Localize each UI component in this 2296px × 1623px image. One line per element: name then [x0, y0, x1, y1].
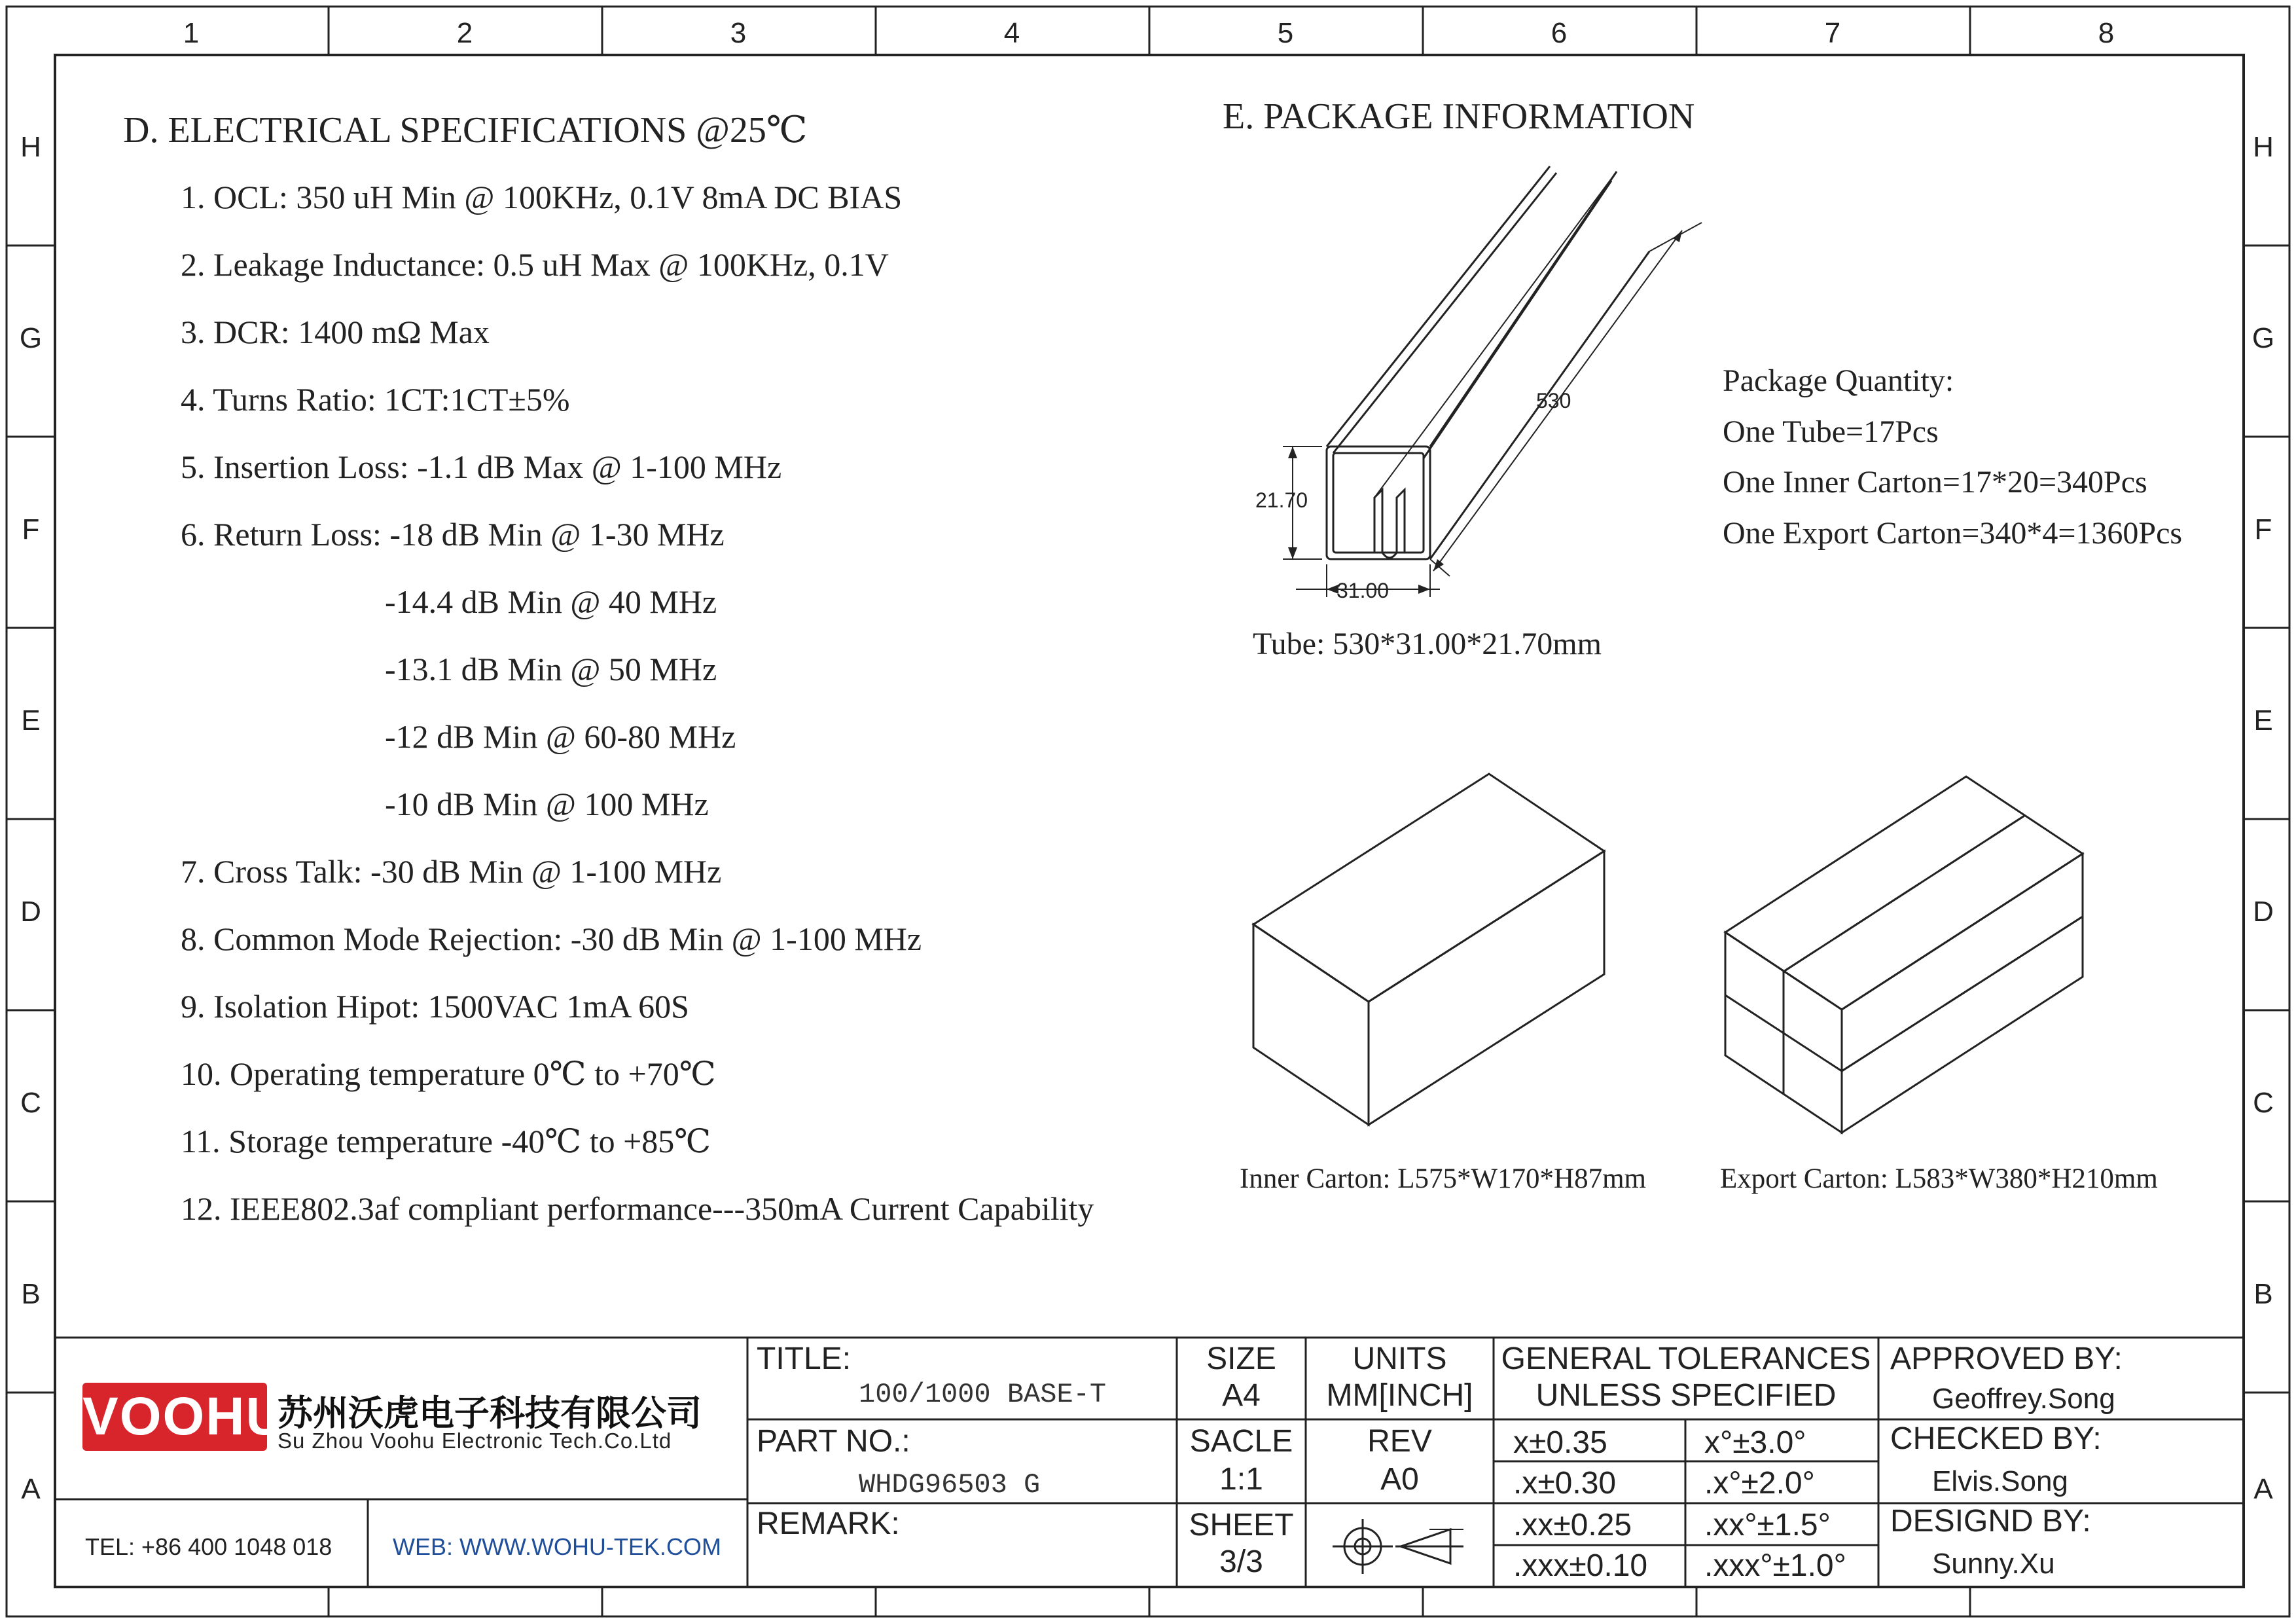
zone-row-f-left: F [22, 513, 40, 545]
spec-item-continued: -14.4 dB Min @ 40 MHz [385, 583, 717, 620]
approved-by-value: Geoffrey.Song [1932, 1383, 2115, 1415]
zone-row-a-right: A [2253, 1473, 2273, 1505]
tube-caption: Tube: 530*31.00*21.70mm [1253, 627, 1602, 661]
inner-carton-drawing [1253, 774, 1604, 1125]
spec-item: 12. IEEE802.3af compliant performance---350mA Current Capability [181, 1190, 1094, 1227]
tolerance-subheading: UNLESS SPECIFIED [1535, 1378, 1837, 1413]
export-carton-caption: Export Carton: L583*W380*H210mm [1720, 1163, 2158, 1194]
zone-row-g-right: G [2251, 322, 2275, 354]
title-value: 100/1000 BASE-T [859, 1379, 1107, 1410]
sheet-value: 3/3 [1219, 1544, 1263, 1579]
tolerance-linear: .xx±0.25 [1513, 1508, 1632, 1542]
zone-col-2: 2 [456, 17, 473, 49]
inner-carton-caption: Inner Carton: L575*W170*H87mm [1240, 1163, 1647, 1194]
size-label: SIZE [1206, 1341, 1276, 1376]
tolerance-angular: .xxx°±1.0° [1704, 1548, 1846, 1583]
zone-col-4: 4 [1003, 17, 1020, 49]
rev-label: REV [1367, 1424, 1432, 1459]
size-value: A4 [1222, 1378, 1261, 1413]
spec-item: 8. Common Mode Rejection: -30 dB Min @ 1-100 MHz [181, 921, 922, 957]
spec-item: 3. DCR: 1400 mΩ Max [181, 314, 490, 350]
company-name-cn: 苏州沃虎电子科技有限公司 [278, 1393, 702, 1434]
tolerance-angular: x°±3.0° [1704, 1425, 1806, 1460]
zone-row-f-right: F [2254, 513, 2272, 545]
title-label: TITLE: [757, 1341, 852, 1376]
spec-item: 1. OCL: 350 uH Min @ 100KHz, 0.1V 8mA DC BIAS [181, 179, 903, 215]
zone-col-5: 5 [1277, 17, 1294, 49]
zone-col-1: 1 [183, 17, 200, 49]
electrical-spec-heading: D. ELECTRICAL SPECIFICATIONS @25℃ [123, 110, 808, 151]
spec-item: 10. Operating temperature 0℃ to +70℃ [181, 1055, 716, 1092]
zone-row-c-left: C [20, 1087, 41, 1119]
units-value: MM[INCH] [1326, 1378, 1473, 1413]
spec-item: 6. Return Loss: -18 dB Min @ 1-30 MHz [181, 516, 725, 553]
scale-value: 1:1 [1219, 1462, 1263, 1497]
units-label: UNITS [1352, 1341, 1447, 1376]
spec-item: 5. Insertion Loss: -1.1 dB Max @ 1-100 MHz [181, 448, 782, 485]
checked-by-value: Elvis.Song [1932, 1465, 2068, 1497]
company-name-en: Su Zhou Voohu Electronic Tech.Co.Ltd [278, 1429, 672, 1453]
zone-row-c-right: C [2253, 1087, 2274, 1119]
company-web-link[interactable]: WEB: WWW.WOHU-TEK.COM [393, 1533, 721, 1560]
designed-by-label: DESIGND BY: [1890, 1504, 2091, 1539]
package-quantity-line: One Export Carton=340*4=1360Pcs [1723, 516, 2183, 551]
package-quantity-title: Package Quantity: [1723, 363, 1954, 398]
package-info-heading: E. PACKAGE INFORMATION [1223, 96, 1695, 137]
zone-row-h-right: H [2253, 131, 2274, 163]
rev-value: A0 [1380, 1462, 1419, 1497]
spec-item-continued: -10 dB Min @ 100 MHz [385, 786, 709, 822]
tube-drawing [1283, 166, 1702, 597]
remark-label: REMARK: [757, 1506, 900, 1541]
tolerance-heading: GENERAL TOLERANCES [1501, 1341, 1871, 1376]
zone-row-e-right: E [2253, 704, 2273, 737]
tube-length-dimension: 530 [1536, 389, 1571, 412]
zone-row-g-left: G [19, 322, 43, 354]
checked-by-label: CHECKED BY: [1890, 1421, 2102, 1456]
spec-item-continued: -13.1 dB Min @ 50 MHz [385, 651, 717, 687]
scale-label: SACLE [1189, 1424, 1293, 1459]
zone-row-d-right: D [2253, 896, 2274, 928]
package-quantity-line: One Inner Carton=17*20=340Pcs [1723, 465, 2147, 500]
spec-item-continued: -12 dB Min @ 60-80 MHz [385, 718, 736, 755]
spec-item: 4. Turns Ratio: 1CT:1CT±5% [181, 381, 570, 418]
spec-item: 11. Storage temperature -40℃ to +85℃ [181, 1123, 711, 1159]
approved-by-label: APPROVED BY: [1890, 1341, 2123, 1376]
zone-col-8: 8 [2098, 17, 2115, 49]
projection-symbol-icon [1333, 1519, 1463, 1574]
spec-item: 2. Leakage Inductance: 0.5 uH Max @ 100KHz, 0.1V [181, 246, 889, 283]
spec-item: 7. Cross Talk: -30 dB Min @ 1-100 MHz [181, 853, 722, 890]
zone-row-e-left: E [21, 704, 41, 737]
tolerance-linear: x±0.35 [1513, 1425, 1607, 1460]
export-carton-drawing [1725, 776, 2083, 1133]
tolerance-linear: .x±0.30 [1513, 1466, 1617, 1501]
zone-col-6: 6 [1551, 17, 1568, 49]
part-no-value: WHDG96503 G [859, 1469, 1041, 1501]
zone-col-3: 3 [730, 17, 747, 49]
designed-by-value: Sunny.Xu [1932, 1548, 2055, 1580]
sheet-label: SHEET [1189, 1508, 1294, 1542]
zone-row-b-left: B [21, 1278, 41, 1310]
tube-width-dimension: 31.00 [1336, 579, 1390, 602]
tube-height-dimension: 21.70 [1255, 488, 1308, 512]
tolerance-angular: .xx°±1.5° [1704, 1508, 1831, 1542]
company-logo: VOOHU [82, 1383, 267, 1451]
tolerance-linear: .xxx±0.10 [1513, 1548, 1648, 1583]
part-no-label: PART NO.: [757, 1424, 910, 1459]
zone-col-7: 7 [1824, 17, 1841, 49]
spec-item: 9. Isolation Hipot: 1500VAC 1mA 60S [181, 988, 689, 1025]
package-quantity-line: One Tube=17Pcs [1723, 414, 1939, 449]
zone-row-a-left: A [21, 1473, 41, 1505]
zone-row-h-left: H [20, 131, 41, 163]
zone-row-b-right: B [2253, 1278, 2273, 1310]
company-tel: TEL: +86 400 1048 018 [85, 1533, 332, 1560]
zone-row-d-left: D [20, 896, 41, 928]
tolerance-angular: .x°±2.0° [1704, 1466, 1815, 1501]
